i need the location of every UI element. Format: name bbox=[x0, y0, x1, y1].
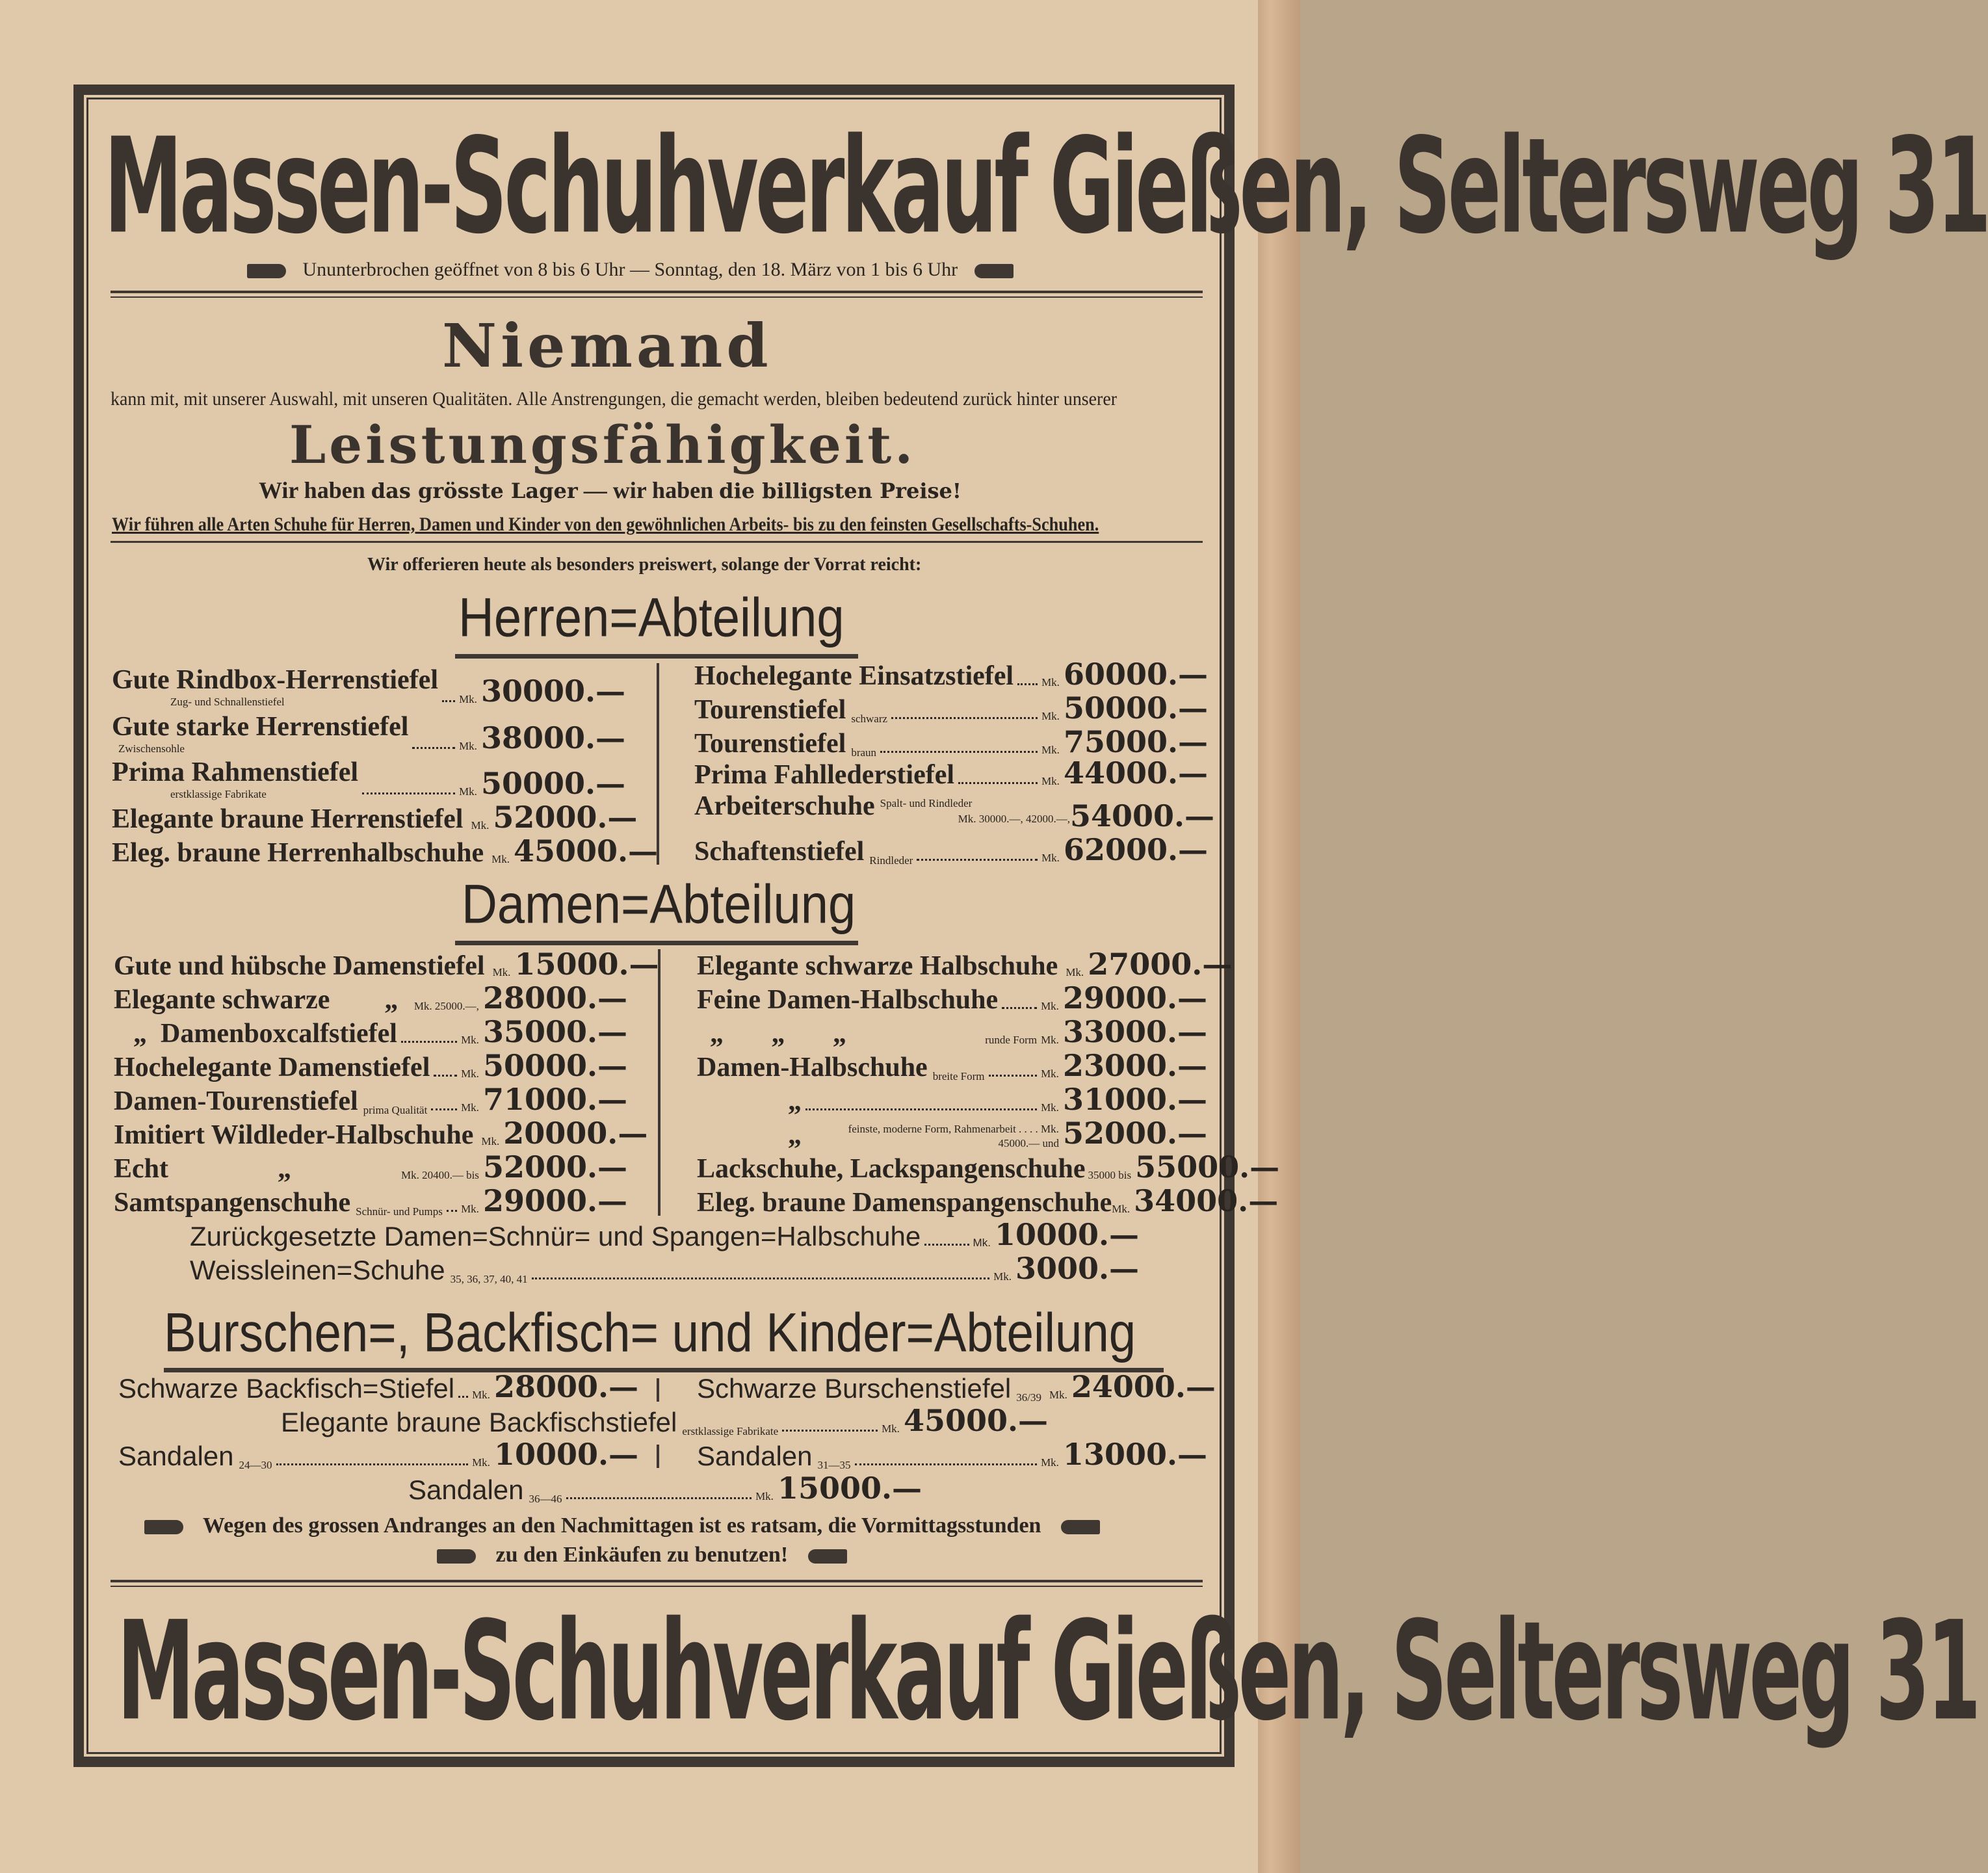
product-price: 50000.— bbox=[480, 766, 625, 801]
product-price: 60000.— bbox=[1063, 657, 1208, 692]
product-sub: Zug- und Schnallenstiefel bbox=[170, 696, 285, 708]
product-name: Damen-Tourenstiefel bbox=[114, 1086, 358, 1116]
note-line-2 bbox=[437, 1543, 847, 1567]
product-sub: 35000 bis bbox=[1088, 1169, 1132, 1181]
product-sub: Mk. 25000.—, bbox=[413, 1000, 479, 1012]
product-price: 34000.— bbox=[1134, 1183, 1279, 1218]
currency-label: Mk. bbox=[973, 1237, 991, 1249]
pointing-hand-right-icon bbox=[247, 264, 286, 278]
leader-dots bbox=[958, 782, 1038, 784]
product-sub: 36/39 bbox=[1016, 1391, 1041, 1404]
product-name: Feine Damen-Halbschuhe bbox=[697, 985, 999, 1015]
product-price: 24000.— bbox=[1071, 1369, 1216, 1404]
leader-dots bbox=[989, 1075, 1038, 1077]
product-name: Arbeiterschuhe bbox=[694, 791, 875, 821]
leader-dots bbox=[924, 1244, 969, 1246]
product-price: 10000.— bbox=[493, 1437, 638, 1472]
product-name: Tourenstiefel bbox=[694, 695, 846, 725]
product-row bbox=[694, 692, 1208, 726]
product-row bbox=[694, 833, 1208, 867]
product-name: Sandalen bbox=[408, 1474, 524, 1505]
product-row bbox=[694, 791, 1215, 833]
product-sub: braun bbox=[851, 746, 877, 759]
leader-dots bbox=[431, 1108, 457, 1110]
opening-hours-text: Ununterbrochen geöffnet von 8 bis 6 Uhr — Sonntag, den 18. März von 1 bis 6 Uhr bbox=[302, 259, 958, 280]
product-row bbox=[114, 1083, 627, 1117]
product-name: Hochelegante Damenstiefel bbox=[114, 1053, 430, 1082]
currency-label: Mk. bbox=[882, 1422, 900, 1435]
leader-dots bbox=[434, 1075, 457, 1077]
product-name: Elegante braune Herrenstiefel bbox=[112, 804, 464, 834]
leader-dots bbox=[447, 1210, 457, 1212]
product-sub: feinste, moderne Form, Rahmenarbeit . . . . Mk. 45000.— und bbox=[848, 1123, 1059, 1149]
product-name: Eleg. braune Damenspangenschuhe bbox=[697, 1188, 1112, 1218]
pointing-hand-right-icon bbox=[144, 1520, 183, 1534]
arten-rule bbox=[111, 541, 1203, 543]
lager-text-b: das grösste Lager bbox=[371, 478, 578, 503]
product-row bbox=[114, 982, 627, 1015]
currency-label: Mk. bbox=[1041, 1101, 1059, 1114]
product-sub: Spalt- und Rindleder bbox=[880, 797, 973, 809]
product-name: Tourenstiefel bbox=[694, 729, 846, 759]
leader-dots bbox=[362, 792, 455, 794]
product-sub: 36—46 bbox=[529, 1493, 562, 1505]
product-name: Imitiert Wildleder-Halbschuhe bbox=[114, 1120, 474, 1150]
ad-title-top: Massen-Schuhverkauf Gießen, Seltersweg 31 bbox=[104, 111, 1988, 263]
product-price: 45000.— bbox=[903, 1403, 1048, 1438]
product-price: 33000.— bbox=[1062, 1014, 1207, 1049]
product-price: 71000.— bbox=[482, 1082, 627, 1117]
product-name: Elegante schwarze Halbschuhe bbox=[697, 951, 1058, 981]
product-name: Weissleinen=Schuhe bbox=[190, 1255, 445, 1285]
leader-dots bbox=[566, 1497, 752, 1499]
product-price: 50000.— bbox=[1063, 690, 1208, 726]
product-price: 29000.— bbox=[1062, 980, 1207, 1015]
currency-label: Mk. bbox=[491, 853, 510, 865]
currency-label: Mk. bbox=[481, 1135, 500, 1147]
product-sub: Zwischensohle bbox=[118, 742, 185, 755]
product-name: Lackschuhe, Lackspangenschuhe bbox=[697, 1154, 1086, 1184]
product-name: Schwarze Backfisch=Stiefel bbox=[118, 1373, 455, 1404]
currency-label: Mk. bbox=[1041, 744, 1060, 756]
product-price: 52000.— bbox=[1062, 1116, 1207, 1151]
product-name: Elegante braune Backfischstiefel bbox=[281, 1407, 677, 1437]
leader-dots bbox=[532, 1277, 989, 1279]
currency-label: Mk. bbox=[461, 1034, 479, 1046]
product-price: 55000.— bbox=[1135, 1149, 1280, 1185]
product-row bbox=[697, 1149, 1280, 1185]
product-name: Sandalen bbox=[697, 1441, 813, 1471]
leader-dots bbox=[1017, 683, 1038, 685]
product-sub: erstklassige Fabrikate bbox=[170, 788, 267, 800]
product-sub: breite Form bbox=[932, 1070, 985, 1082]
damen-heading-rule bbox=[455, 941, 858, 945]
product-price: 50000.— bbox=[482, 1048, 627, 1083]
currency-label: Mk. bbox=[1041, 1067, 1059, 1080]
product-row bbox=[190, 1218, 1139, 1252]
currency-label: Mk. bbox=[1049, 1389, 1067, 1401]
ad-title-bottom: Massen-Schuhverkauf Gießen, Seltersweg 31 bbox=[117, 1593, 1978, 1751]
intro-line: kann mit, mit unserer Auswahl, mit unseren Qualitäten. Alle Anstrengungen, die gemacht werden, bleiben bedeutend zurück hinter unserer bbox=[111, 388, 1118, 410]
product-name: Prima Rahmenstiefel bbox=[112, 757, 359, 787]
niemand-heading: Niemand bbox=[442, 311, 772, 381]
product-name: Hochelegante Einsatzstiefel bbox=[694, 661, 1014, 691]
note-text-1: Wegen des grossen Andranges an den Nachmittagen ist es ratsam, die Vormittagsstunden bbox=[202, 1513, 1041, 1538]
product-name: „ bbox=[788, 1120, 802, 1150]
currency-label: Mk. bbox=[459, 693, 477, 705]
leader-dots bbox=[880, 751, 1038, 753]
product-name: „ bbox=[788, 1086, 802, 1116]
pointing-hand-left-icon bbox=[974, 264, 1014, 278]
product-row bbox=[408, 1472, 922, 1506]
product-sub: Rindleder bbox=[869, 854, 913, 867]
product-price: 35000.— bbox=[482, 1014, 627, 1049]
product-name: „ „ „ bbox=[710, 1019, 846, 1049]
product-sub: schwarz bbox=[851, 713, 888, 725]
product-sub: 24—30 bbox=[239, 1459, 272, 1471]
damen-heading: Damen=Abteilung bbox=[462, 874, 856, 935]
lager-text-a: Wir haben bbox=[259, 477, 371, 503]
footer-rule-2 bbox=[111, 1586, 1203, 1587]
adjacent-page-edge bbox=[1258, 0, 1300, 1873]
pointing-hand-left-icon bbox=[808, 1549, 847, 1564]
product-row bbox=[694, 726, 1208, 759]
currency-label: Mk. bbox=[472, 1389, 490, 1401]
product-row bbox=[118, 1370, 638, 1404]
currency-label: Mk. bbox=[993, 1270, 1012, 1283]
product-row bbox=[112, 663, 625, 709]
currency-label: Mk. bbox=[472, 1456, 490, 1469]
product-name: Elegante schwarze „ bbox=[114, 985, 399, 1015]
lager-line bbox=[259, 477, 961, 504]
product-name: Gute und hübsche Damenstiefel bbox=[114, 951, 485, 981]
product-price: 15000.— bbox=[514, 947, 659, 982]
product-price: 20000.— bbox=[503, 1116, 648, 1151]
product-row bbox=[118, 1438, 638, 1472]
product-sub: prima Qualität bbox=[363, 1104, 428, 1116]
product-row bbox=[114, 1116, 648, 1151]
product-price: 10000.— bbox=[994, 1217, 1139, 1252]
currency-label: Mk. bbox=[1041, 1456, 1059, 1469]
product-row bbox=[112, 710, 625, 755]
leader-dots bbox=[891, 717, 1038, 719]
leader-dots bbox=[412, 747, 455, 749]
product-sub-prices: Mk. 30000.—, 42000.—, bbox=[958, 813, 1070, 825]
product-row bbox=[281, 1404, 1048, 1438]
leader-dots bbox=[1002, 1007, 1037, 1009]
product-row bbox=[114, 947, 659, 982]
herren-heading: Herren=Abteilung bbox=[458, 587, 844, 648]
leader-dots bbox=[458, 1396, 468, 1398]
product-price: 44000.— bbox=[1063, 755, 1208, 791]
opening-hours bbox=[247, 259, 1014, 281]
product-price: 13000.— bbox=[1062, 1437, 1207, 1472]
product-sub: 31—35 bbox=[817, 1459, 851, 1471]
currency-label: Mk. bbox=[461, 1067, 479, 1080]
product-row bbox=[112, 833, 659, 869]
currency-label: Mk. bbox=[461, 1203, 479, 1215]
product-name: „ Damenboxcalfstiefel bbox=[133, 1019, 397, 1049]
product-name: Damen-Halbschuhe bbox=[697, 1053, 928, 1082]
pointing-hand-left-icon bbox=[1061, 1520, 1100, 1534]
product-row bbox=[114, 1049, 627, 1083]
product-sub: Mk. 20400.— bis bbox=[400, 1169, 479, 1181]
product-name: Prima Fahllederstiefel bbox=[694, 760, 955, 790]
product-price: 75000.— bbox=[1063, 724, 1208, 759]
kinder-divider-2 bbox=[657, 1445, 659, 1468]
product-row bbox=[697, 1438, 1207, 1472]
currency-label: Mk. bbox=[459, 785, 477, 798]
product-price: 23000.— bbox=[1062, 1048, 1207, 1083]
product-name: Gute starke Herrenstiefel bbox=[112, 712, 409, 742]
product-price: 29000.— bbox=[482, 1183, 627, 1218]
product-row bbox=[190, 1252, 1139, 1286]
leader-dots bbox=[855, 1463, 1038, 1465]
currency-label: Mk. bbox=[492, 966, 511, 978]
product-name: Schwarze Burschenstiefel bbox=[697, 1373, 1012, 1404]
product-name: Sandalen bbox=[118, 1441, 234, 1471]
header-rule bbox=[111, 291, 1203, 293]
product-name: Schaftenstiefel bbox=[694, 837, 865, 867]
product-name: Gute Rindbox-Herrenstiefel bbox=[112, 665, 438, 695]
currency-label: Mk. bbox=[1041, 852, 1060, 864]
currency-label: Mk. bbox=[1041, 1034, 1059, 1046]
currency-label: Mk. bbox=[1041, 676, 1060, 688]
product-price: 3000.— bbox=[1015, 1251, 1139, 1286]
product-row bbox=[114, 1185, 627, 1218]
product-price: 28000.— bbox=[482, 980, 627, 1015]
product-row bbox=[697, 1369, 1216, 1404]
product-row bbox=[694, 658, 1208, 692]
kinder-heading: Burschen=, Backfisch= und Kinder=Abteilung bbox=[164, 1302, 1136, 1363]
leader-dots bbox=[782, 1430, 878, 1432]
product-price: 28000.— bbox=[493, 1369, 638, 1404]
footer-rule bbox=[111, 1580, 1203, 1582]
currency-label: Mk. bbox=[1041, 710, 1060, 722]
product-price: 31000.— bbox=[1062, 1082, 1207, 1117]
product-price: 38000.— bbox=[480, 720, 625, 755]
product-price: 52000.— bbox=[482, 1149, 627, 1185]
product-name: Zurückgesetzte Damen=Schnür= und Spangen=Halbschuhe bbox=[190, 1221, 921, 1251]
pointing-hand-right-icon bbox=[437, 1549, 476, 1564]
product-row bbox=[112, 800, 638, 835]
currency-label: Mk. bbox=[1066, 966, 1084, 978]
product-price: 27000.— bbox=[1088, 947, 1233, 982]
currency-label: Mk. bbox=[755, 1490, 774, 1502]
header-rule-2 bbox=[111, 296, 1203, 298]
product-sub: runde Form bbox=[985, 1034, 1038, 1046]
product-price: 62000.— bbox=[1063, 832, 1208, 867]
product-sub: Schnür- und Pumps bbox=[356, 1205, 443, 1218]
currency-label: Mk. bbox=[1112, 1203, 1131, 1215]
product-price: 54000.— bbox=[1070, 798, 1215, 833]
product-name: Eleg. braune Herrenhalbschuhe bbox=[112, 838, 484, 868]
product-name: Echt „ bbox=[114, 1154, 291, 1184]
arten-line: Wir führen alle Arten Schuhe für Herren, Damen und Kinder von den gewöhnlichen Arbeits- bis zu den feinsten Gesellschafts-Schuhen. bbox=[112, 514, 1099, 535]
product-row bbox=[697, 1049, 1207, 1083]
leistung-heading: Leistungsfähigkeit. bbox=[289, 414, 917, 475]
product-price: 45000.— bbox=[513, 833, 659, 869]
note-text-2: zu den Einkäufen zu benutzen! bbox=[495, 1543, 789, 1567]
note-line-1 bbox=[144, 1513, 1100, 1538]
leader-dots bbox=[442, 700, 455, 702]
product-row bbox=[694, 757, 1208, 791]
lager-text-c: — wir haben bbox=[577, 477, 720, 503]
product-row bbox=[114, 1015, 627, 1049]
leader-dots bbox=[917, 859, 1038, 861]
leader-dots bbox=[805, 1108, 1037, 1110]
product-row bbox=[697, 1015, 1207, 1049]
leader-dots bbox=[276, 1463, 469, 1465]
product-price: 15000.— bbox=[777, 1471, 922, 1506]
product-sub: erstklassige Fabrikate bbox=[682, 1425, 779, 1437]
lager-text-d: die billigsten Preise! bbox=[719, 478, 961, 503]
product-row bbox=[112, 755, 625, 801]
product-sub: 35, 36, 37, 40, 41 bbox=[450, 1273, 528, 1285]
currency-label: Mk. bbox=[471, 819, 490, 832]
currency-label: Mk. bbox=[459, 740, 477, 752]
leader-dots bbox=[401, 1041, 457, 1043]
product-row bbox=[697, 982, 1207, 1015]
product-row bbox=[697, 1117, 1207, 1151]
product-row bbox=[697, 947, 1233, 982]
currency-label: Mk. bbox=[461, 1101, 479, 1114]
currency-label: Mk. bbox=[1041, 775, 1060, 787]
product-price: 30000.— bbox=[480, 674, 625, 709]
product-row bbox=[697, 1183, 1279, 1218]
product-name: Samtspangenschuhe bbox=[114, 1188, 351, 1218]
damen-divider bbox=[658, 949, 660, 1216]
offer-line: Wir offerieren heute als besonders preiswert, solange der Vorrat reicht: bbox=[367, 555, 922, 575]
kinder-divider bbox=[657, 1378, 659, 1402]
currency-label: Mk. bbox=[1041, 1000, 1059, 1012]
product-row bbox=[114, 1151, 627, 1185]
product-price: 52000.— bbox=[493, 800, 638, 835]
product-row bbox=[697, 1083, 1207, 1117]
